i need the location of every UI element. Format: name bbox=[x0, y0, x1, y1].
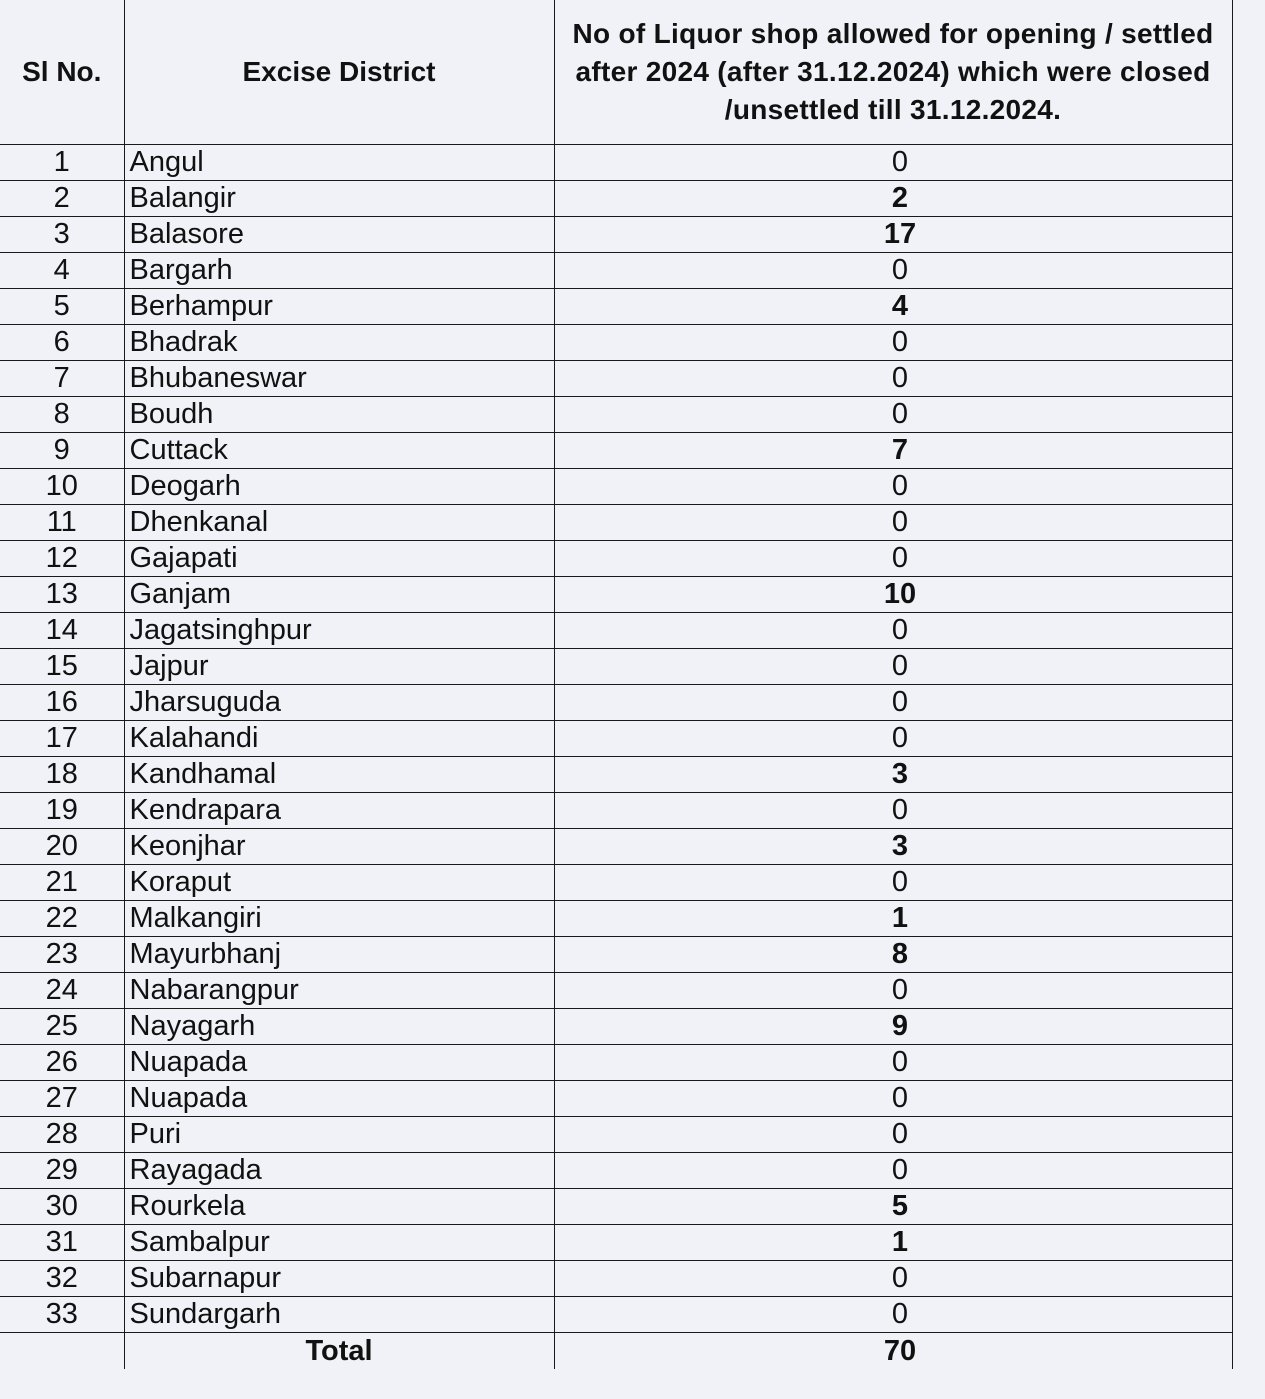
district-cell: Keonjhar bbox=[124, 829, 554, 865]
table-row bbox=[0, 1117, 1232, 1153]
district-cell: Deogarh bbox=[124, 469, 554, 505]
sl-cell: 2 bbox=[0, 181, 124, 217]
sl-cell: 12 bbox=[0, 541, 124, 577]
district-cell: Puri bbox=[124, 1117, 554, 1153]
table-row bbox=[0, 757, 1232, 793]
district-cell: Dhenkanal bbox=[124, 505, 554, 541]
count-cell: 1 bbox=[554, 901, 1232, 937]
count-cell: 0 bbox=[554, 649, 1232, 685]
district-cell: Nayagarh bbox=[124, 1009, 554, 1045]
district-cell: Gajapati bbox=[124, 541, 554, 577]
sl-cell: 17 bbox=[0, 721, 124, 757]
sl-cell: 33 bbox=[0, 1297, 124, 1333]
sl-cell: 26 bbox=[0, 1045, 124, 1081]
count-cell: 0 bbox=[554, 793, 1232, 829]
table-row bbox=[0, 793, 1232, 829]
sl-cell: 31 bbox=[0, 1225, 124, 1261]
header-row bbox=[0, 0, 1232, 145]
sl-cell: 16 bbox=[0, 685, 124, 721]
sl-cell: 30 bbox=[0, 1189, 124, 1225]
district-cell: Sambalpur bbox=[124, 1225, 554, 1261]
sl-cell: 4 bbox=[0, 253, 124, 289]
table-row bbox=[0, 469, 1232, 505]
sl-cell: 3 bbox=[0, 217, 124, 253]
table-row bbox=[0, 973, 1232, 1009]
count-cell: 9 bbox=[554, 1009, 1232, 1045]
table-row bbox=[0, 829, 1232, 865]
table-row bbox=[0, 505, 1232, 541]
sl-cell: 18 bbox=[0, 757, 124, 793]
total-row bbox=[0, 1333, 1232, 1370]
count-cell: 0 bbox=[554, 721, 1232, 757]
district-cell: Nabarangpur bbox=[124, 973, 554, 1009]
count-cell: 0 bbox=[554, 1297, 1232, 1333]
table-row bbox=[0, 433, 1232, 469]
table-row bbox=[0, 685, 1232, 721]
district-cell: Jagatsinghpur bbox=[124, 613, 554, 649]
district-cell: Balangir bbox=[124, 181, 554, 217]
count-cell: 0 bbox=[554, 325, 1232, 361]
table-row bbox=[0, 613, 1232, 649]
sl-cell: 9 bbox=[0, 433, 124, 469]
sl-cell: 15 bbox=[0, 649, 124, 685]
count-cell: 0 bbox=[554, 865, 1232, 901]
count-cell: 0 bbox=[554, 973, 1232, 1009]
table-row bbox=[0, 1225, 1232, 1261]
total-sl-cell bbox=[0, 1333, 124, 1370]
sl-cell: 13 bbox=[0, 577, 124, 613]
sl-cell: 1 bbox=[0, 145, 124, 181]
count-cell: 1 bbox=[554, 1225, 1232, 1261]
district-cell: Bhadrak bbox=[124, 325, 554, 361]
table-row bbox=[0, 217, 1232, 253]
sl-cell: 10 bbox=[0, 469, 124, 505]
table-row bbox=[0, 577, 1232, 613]
count-cell: 0 bbox=[554, 1117, 1232, 1153]
sl-cell: 28 bbox=[0, 1117, 124, 1153]
count-cell: 0 bbox=[554, 145, 1232, 181]
table-row bbox=[0, 649, 1232, 685]
sl-cell: 7 bbox=[0, 361, 124, 397]
table-row bbox=[0, 1297, 1232, 1333]
total-value: 70 bbox=[554, 1333, 1232, 1370]
count-cell: 3 bbox=[554, 829, 1232, 865]
table-row bbox=[0, 937, 1232, 973]
sl-cell: 27 bbox=[0, 1081, 124, 1117]
sl-cell: 6 bbox=[0, 325, 124, 361]
district-cell: Koraput bbox=[124, 865, 554, 901]
district-cell: Balasore bbox=[124, 217, 554, 253]
sl-cell: 19 bbox=[0, 793, 124, 829]
count-cell: 0 bbox=[554, 253, 1232, 289]
district-cell: Mayurbhanj bbox=[124, 937, 554, 973]
sl-cell: 11 bbox=[0, 505, 124, 541]
count-cell: 10 bbox=[554, 577, 1232, 613]
district-cell: Angul bbox=[124, 145, 554, 181]
count-cell: 17 bbox=[554, 217, 1232, 253]
table-row bbox=[0, 1045, 1232, 1081]
sl-cell: 32 bbox=[0, 1261, 124, 1297]
district-cell: Jharsuguda bbox=[124, 685, 554, 721]
district-cell: Rayagada bbox=[124, 1153, 554, 1189]
district-cell: Cuttack bbox=[124, 433, 554, 469]
table-row bbox=[0, 253, 1232, 289]
district-cell: Kalahandi bbox=[124, 721, 554, 757]
district-cell: Sundargarh bbox=[124, 1297, 554, 1333]
sl-cell: 22 bbox=[0, 901, 124, 937]
count-cell: 0 bbox=[554, 469, 1232, 505]
district-cell: Boudh bbox=[124, 397, 554, 433]
count-cell: 0 bbox=[554, 1081, 1232, 1117]
sl-cell: 29 bbox=[0, 1153, 124, 1189]
sl-cell: 25 bbox=[0, 1009, 124, 1045]
count-cell: 8 bbox=[554, 937, 1232, 973]
count-cell: 2 bbox=[554, 181, 1232, 217]
header-sl-no: Sl No. bbox=[0, 0, 124, 145]
table-row bbox=[0, 721, 1232, 757]
table-row bbox=[0, 865, 1232, 901]
district-cell: Kendrapara bbox=[124, 793, 554, 829]
count-cell: 0 bbox=[554, 1153, 1232, 1189]
district-cell: Rourkela bbox=[124, 1189, 554, 1225]
count-cell: 0 bbox=[554, 397, 1232, 433]
table-row bbox=[0, 1081, 1232, 1117]
table-row bbox=[0, 325, 1232, 361]
table-row bbox=[0, 181, 1232, 217]
count-cell: 0 bbox=[554, 541, 1232, 577]
table-row bbox=[0, 289, 1232, 325]
table-row bbox=[0, 145, 1232, 181]
sl-cell: 8 bbox=[0, 397, 124, 433]
count-cell: 7 bbox=[554, 433, 1232, 469]
table-row bbox=[0, 901, 1232, 937]
district-cell: Ganjam bbox=[124, 577, 554, 613]
count-cell: 0 bbox=[554, 1045, 1232, 1081]
district-cell: Berhampur bbox=[124, 289, 554, 325]
sl-cell: 21 bbox=[0, 865, 124, 901]
district-cell: Kandhamal bbox=[124, 757, 554, 793]
district-cell: Nuapada bbox=[124, 1081, 554, 1117]
district-cell: Nuapada bbox=[124, 1045, 554, 1081]
count-cell: 3 bbox=[554, 757, 1232, 793]
count-cell: 4 bbox=[554, 289, 1232, 325]
sl-cell: 24 bbox=[0, 973, 124, 1009]
table-row bbox=[0, 397, 1232, 433]
header-excise-district: Excise District bbox=[124, 0, 554, 145]
header-shop-count: No of Liquor shop allowed for opening / settled after 2024 (after 31.12.2024) which were closed /unsettled till 31.12.2024. bbox=[554, 0, 1232, 145]
table-row bbox=[0, 361, 1232, 397]
sl-cell: 20 bbox=[0, 829, 124, 865]
total-label: Total bbox=[124, 1333, 554, 1370]
count-cell: 5 bbox=[554, 1189, 1232, 1225]
count-cell: 0 bbox=[554, 505, 1232, 541]
table-row bbox=[0, 1153, 1232, 1189]
sl-cell: 14 bbox=[0, 613, 124, 649]
count-cell: 0 bbox=[554, 361, 1232, 397]
table-row bbox=[0, 1189, 1232, 1225]
district-cell: Bargarh bbox=[124, 253, 554, 289]
district-cell: Bhubaneswar bbox=[124, 361, 554, 397]
count-cell: 0 bbox=[554, 1261, 1232, 1297]
sl-cell: 23 bbox=[0, 937, 124, 973]
district-cell: Malkangiri bbox=[124, 901, 554, 937]
sl-cell: 5 bbox=[0, 289, 124, 325]
table-row bbox=[0, 1009, 1232, 1045]
district-cell: Subarnapur bbox=[124, 1261, 554, 1297]
count-cell: 0 bbox=[554, 685, 1232, 721]
table-row bbox=[0, 541, 1232, 577]
count-cell: 0 bbox=[554, 613, 1232, 649]
table-row bbox=[0, 1261, 1232, 1297]
district-cell: Jajpur bbox=[124, 649, 554, 685]
